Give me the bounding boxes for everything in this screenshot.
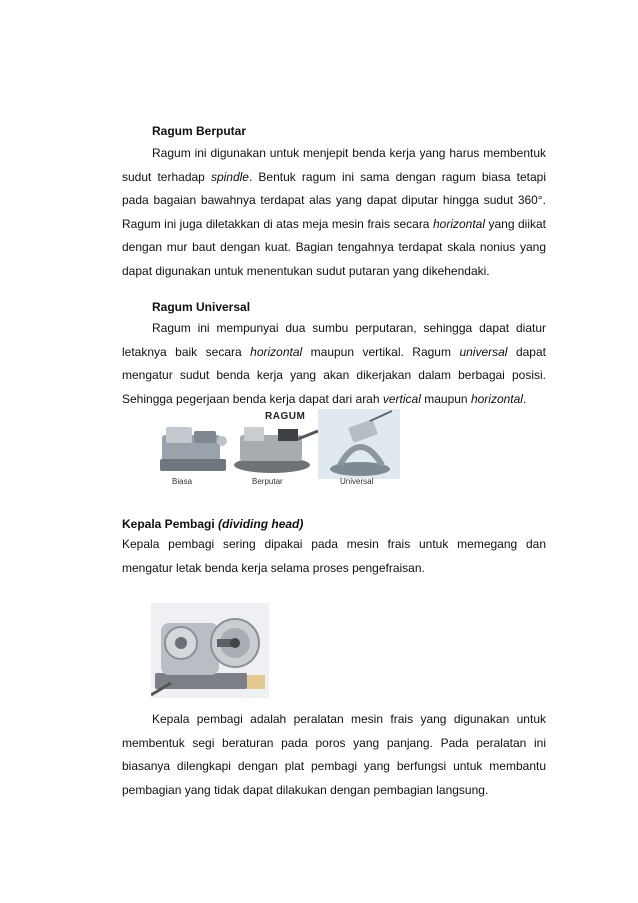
caption-berputar: Berputar (252, 477, 283, 486)
dividing-head-image (151, 603, 269, 698)
paragraph-ragum-universal: Ragum ini mempunyai dua sumbu perputaran, sehingga dapat diatur letaknya baik secara horizontal maupun vertikal. Ragum universal dapat mengatur sudut benda kerja yang akan dikerjakan dalam berbagai posisi. Sehingga pegerjaan benda kerja dapat dari arah vertical maupun horizontal. (122, 321, 546, 406)
heading-ragum-berputar: Ragum Berputar (152, 124, 247, 138)
caption-universal: Universal (340, 477, 374, 486)
heading-kepala-pembagi: Kepala Pembagi (dividing head) (122, 517, 304, 531)
ragum-berputar-image (234, 427, 318, 473)
paragraph-kepala-pembagi-2: Kepala pembagi adalah peralatan mesin frais yang digunakan untuk membentuk segi beraturan pada poros yang panjang. Pada peralatan ini biasanya dilengkapi dengan plat pembagi yang berfungsi untuk membantu pembagian yang tidak dapat dilakukan dengan pembagian langsung. (122, 712, 546, 797)
figure-ragum-title: RAGUM (265, 411, 306, 422)
figure-ragum (160, 409, 400, 491)
paragraph-kepala-pembagi-1: Kepala pembagi sering dipakai pada mesin frais untuk memegang dan mengatur letak benda kerja selama proses pengefraisan. (122, 537, 546, 575)
ragum-universal-image (318, 409, 400, 479)
caption-biasa: Biasa (172, 477, 193, 486)
paragraph-ragum-berputar: Ragum ini digunakan untuk menjepit benda kerja yang harus membentuk sudut terhadap spindle. Bentuk ragum ini sama dengan ragum biasa tetapi pada bagaian bawahnya terdapat alas yang dapat diputar hingga sudut 360°. Ragum ini juga diletakkan di atas meja mesin frais secara horizontal yang diikat dengan mur baut dengan kuat. Bagian tengahnya terdapat skala nonius yang dapat digunakan untuk menentukan sudut putaran yang dikehendaki. (122, 146, 546, 278)
heading-ragum-universal: Ragum Universal (152, 300, 251, 314)
ragum-biasa-image (160, 427, 227, 471)
figure-dividing-head (151, 603, 269, 698)
